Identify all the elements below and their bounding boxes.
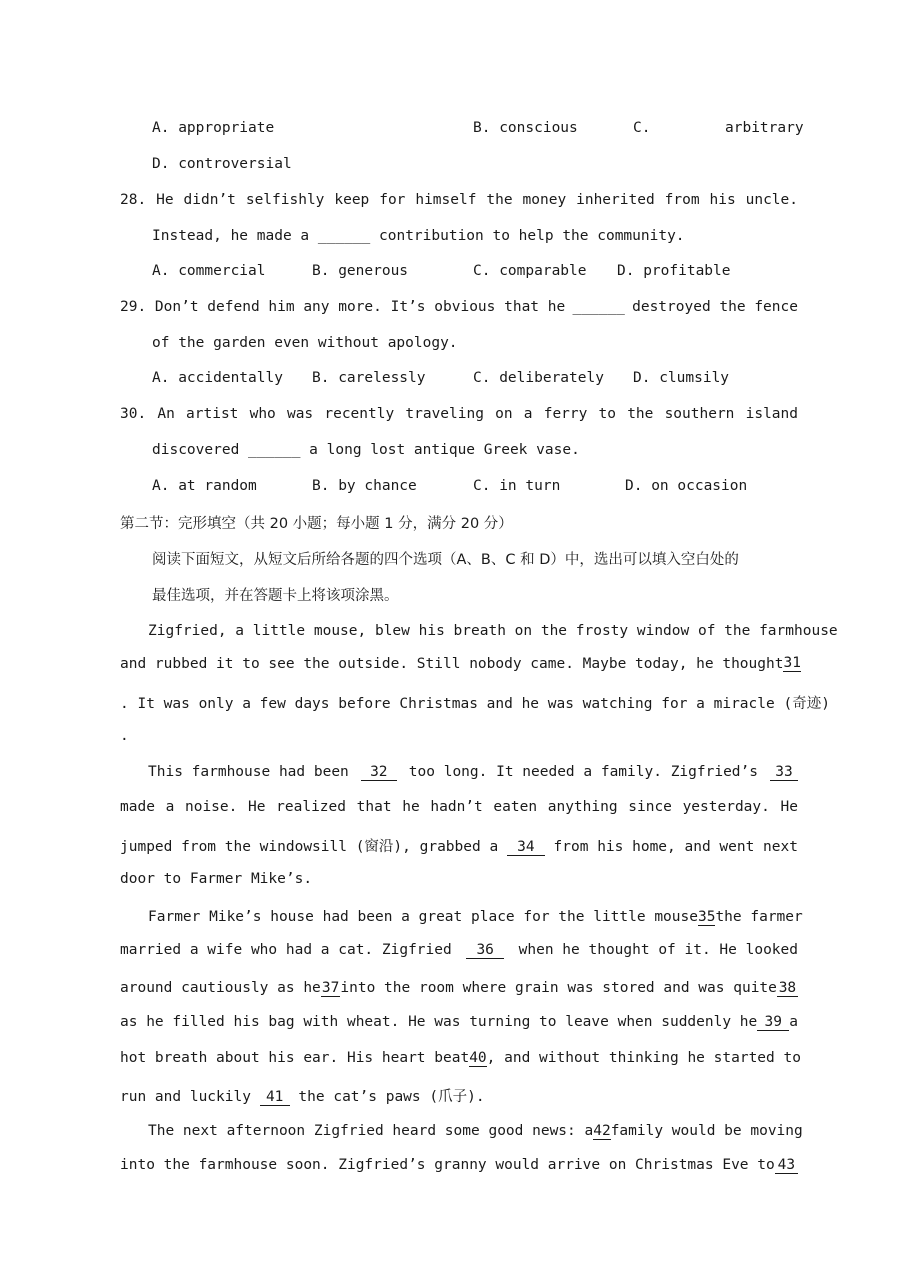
passage-p2-line3 [120, 835, 798, 856]
passage-p1-line4: . [120, 728, 129, 744]
q29-text-pre: 29. Don’t defend him any more. It’s obvious that he [120, 299, 566, 315]
q30-text-post: a long lost antique Greek vase. [309, 442, 580, 458]
q28-stem-line1: 28. He didn’t selfishly keep for himself the money inherited from his uncle. [120, 192, 798, 208]
passage-text: the farmer [715, 909, 803, 925]
passage-text: around cautiously as he [120, 980, 321, 996]
q28-blank: ______ [317, 228, 371, 244]
passage-p3-line4 [120, 1014, 798, 1031]
passage-text: into the farmhouse soon. Zigfried’s granny would arrive on Christmas Eve to [120, 1157, 775, 1173]
passage-p3-line1 [148, 909, 803, 926]
blank-40: 40 [469, 1050, 487, 1066]
passage-text: family would be moving [610, 1123, 803, 1139]
passage-p2-line4: door to Farmer Mike’s. [120, 871, 313, 887]
q29-text-post: destroyed the fence [632, 299, 798, 315]
q28-stem-line2 [152, 228, 685, 244]
blank-42: 42 [593, 1123, 611, 1139]
blank-41: 41 [260, 1090, 290, 1106]
q30-text-pre: discovered [152, 442, 240, 458]
q28-text-post: contribution to help the community. [379, 228, 685, 244]
passage-p3-line5 [120, 1050, 801, 1067]
q27-option-c-letter: C. [633, 120, 651, 136]
passage-text: Farmer Mike’s house had been a great place for the little mouse [148, 909, 698, 925]
section-instructions-line2: 最佳选项，并在答题卡上将该项涂黑。 [152, 588, 399, 604]
q29-option-b: B. carelessly [312, 370, 426, 386]
blank-36: 36 [466, 943, 504, 959]
passage-text: too long. It needed a family. Zigfried’s [408, 764, 758, 780]
q30-option-d: D. on occasion [625, 478, 748, 494]
passage-p3-line2 [120, 942, 798, 959]
passage-text: This farmhouse had been [148, 764, 349, 780]
q30-option-a: A. at random [152, 478, 257, 494]
blank-37: 37 [321, 980, 340, 996]
blank-38: 38 [778, 980, 797, 996]
section-heading: 第二节：完形填空（共 20 小题；每小题 1 分，满分 20 分） [120, 516, 513, 532]
q28-option-d: D. profitable [617, 263, 731, 279]
passage-text: , and without thinking he started to [486, 1050, 801, 1066]
passage-text: the cat’s paws (爪子). [298, 1089, 485, 1105]
q30-blank: ______ [248, 442, 301, 458]
blank-34: 34 [507, 840, 545, 856]
q29-option-c: C. deliberately [473, 370, 604, 386]
q30-option-b: B. by chance [312, 478, 417, 494]
q27-option-b: B. conscious [473, 120, 578, 136]
passage-p1-line3: . It was only a few days before Christmas and he was watching for a miracle (奇迹) [120, 696, 830, 712]
passage-p2-line1 [148, 764, 798, 781]
q30-option-c: C. in turn [473, 478, 561, 494]
q27-option-a: A. appropriate [152, 120, 275, 136]
passage-text: jumped from the windowsill (窗沿), grabbed a [120, 839, 499, 855]
passage-p4-line2 [120, 1157, 798, 1174]
blank-33: 33 [770, 765, 798, 781]
passage-p1-line2 [120, 655, 801, 672]
q30-stem-line1: 30. An artist who was recently traveling on a ferry to the southern island [120, 406, 798, 422]
passage-text: married a wife who had a cat. Zigfried [120, 942, 452, 958]
q29-stem-line1 [120, 299, 798, 315]
blank-31: 31 [783, 655, 801, 671]
q28-option-b: B. generous [312, 263, 409, 279]
passage-text: hot breath about his ear. His heart beat [120, 1050, 470, 1066]
q29-option-d: D. clumsily [633, 370, 730, 386]
q29-option-a: A. accidentally [152, 370, 283, 386]
blank-39: 39 [757, 1015, 789, 1031]
passage-text: into the room where grain was stored and was quite [340, 980, 777, 996]
q27-option-d: D. controversial [152, 156, 292, 172]
passage-text: when he thought of it. He looked [518, 942, 798, 958]
blank-32: 32 [361, 765, 397, 781]
blank-35: 35 [697, 909, 716, 925]
q30-stem-line2 [152, 442, 580, 458]
q27-option-c-text: arbitrary [725, 120, 804, 136]
section-instructions-line1: 阅读下面短文，从短文后所给各题的四个选项（A、B、C 和 D）中，选出可以填入空白处的 [152, 552, 739, 568]
passage-p1-line1: Zigfried, a little mouse, blew his breath on the frosty window of the farmhouse [148, 623, 838, 639]
passage-text: run and luckily [120, 1089, 251, 1105]
passage-text: a [789, 1014, 798, 1030]
passage-p4-line1 [148, 1123, 803, 1140]
q28-option-a: A. commercial [152, 263, 266, 279]
q29-blank: ______ [572, 299, 625, 315]
blank-43: 43 [775, 1158, 798, 1174]
passage-text: The next afternoon Zigfried heard some good news: a [148, 1123, 594, 1139]
passage-p3-line6 [120, 1085, 485, 1106]
passage-p2-line2: made a noise. He realized that he hadn’t eaten anything since yesterday. He [120, 799, 798, 815]
passage-text: from his home, and went next [553, 839, 798, 855]
passage-p3-line3 [120, 980, 798, 997]
q28-text-pre: Instead, he made a [152, 228, 310, 244]
q28-option-c: C. comparable [473, 263, 587, 279]
passage-text: and rubbed it to see the outside. Still nobody came. Maybe today, he thought [120, 656, 784, 672]
passage-text: as he filled his bag with wheat. He was turning to leave when suddenly he [120, 1014, 758, 1030]
q29-stem-line2: of the garden even without apology. [152, 335, 458, 351]
